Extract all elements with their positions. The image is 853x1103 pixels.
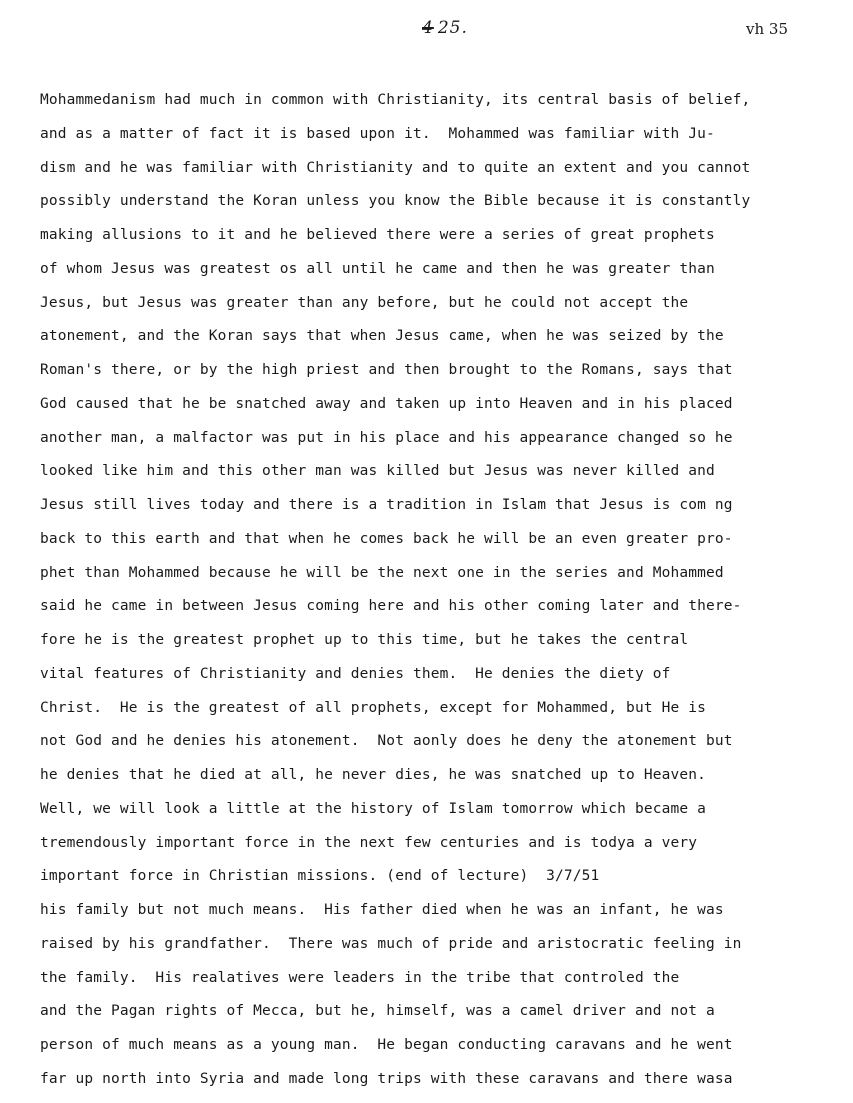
text-line: said he came in between Jesus coming here and his other coming later and there-	[40, 598, 742, 615]
text-line: making allusions to it and he believed there were a series of great prophets	[40, 227, 715, 243]
text-line: he denies that he died at all, he never dies, he was snatched up to Heaven.	[40, 767, 706, 783]
text-line: fore he is the greatest prophet up to this time, but he takes the central	[40, 632, 689, 648]
page-number-value: 25.	[437, 18, 468, 38]
body-text	[40, 87, 846, 1100]
text-line: of whom Jesus was greatest os all until he came and then he was greater than	[40, 260, 715, 277]
text-line: vital features of Christianity and denies them. He denies the diety of	[40, 665, 671, 682]
text-line: the family. His realatives were leaders in the tribe that controled the	[40, 969, 680, 986]
text-line: back to this earth and that when he comes back he will be an even greater pro-	[40, 530, 733, 547]
text-line: and as a matter of fact it is based upon it. Mohammed was familiar with Ju-	[40, 125, 715, 142]
text-line: dism and he was familiar with Christianity and to quite an extent and you cannot	[40, 159, 751, 176]
text-line: looked like him and this other man was killed but Jesus was never killed and	[40, 463, 715, 480]
document-reference: vh 35	[746, 20, 788, 38]
text-line: Christ. He is the greatest of all prophets, except for Mohammed, but He is	[40, 699, 706, 716]
text-line: possibly understand the Koran unless you know the Bible because it is constantly	[40, 193, 751, 210]
text-line: Well, we will look a little at the history of Islam tomorrow which became a	[40, 800, 706, 817]
text-line: Roman's there, or by the high priest and then brought to the Romans, says that	[40, 362, 733, 378]
text-line: person of much means as a young man. He began conducting caravans and he went	[40, 1037, 733, 1053]
text-line: Jesus still lives today and there is a tradition in Islam that Jesus is com ng	[40, 497, 733, 513]
text-line: atonement, and the Koran says that when Jesus came, when he was seized by the	[40, 328, 724, 345]
text-line: far up north into Syria and made long trips with these caravans and there wasa	[40, 1070, 733, 1087]
text-line: another man, a malfactor was put in his place and his appearance changed so he	[40, 429, 733, 446]
text-line: phet than Mohammed because he will be the next one in the series and Mohammed	[40, 564, 724, 581]
text-line: his family but not much means. His father died when he was an infant, he was	[40, 902, 724, 918]
text-line: not God and he denies his atonement. Not aonly does he deny the atonement but	[40, 733, 733, 750]
text-line: raised by his grandfather. There was much of pride and aristocratic feeling in	[40, 935, 742, 952]
text-line: Mohammedanism had much in common with Christianity, its central basis of belief,	[40, 92, 751, 108]
text-line: tremendously important force in the next few centuries and is todya a very	[40, 834, 698, 851]
text-line: and the Pagan rights of Mecca, but he, himself, was a camel driver and not a	[40, 1003, 715, 1020]
text-line: important force in Christian missions. (end of lecture) 3/7/51	[40, 868, 600, 885]
text-line: Jesus, but Jesus was greater than any before, but he could not accept the	[40, 294, 689, 311]
text-line: God caused that he be snatched away and taken up into Heaven and in his placed	[40, 395, 733, 412]
struck-page-number: 4	[422, 18, 434, 38]
page-number	[422, 18, 468, 38]
